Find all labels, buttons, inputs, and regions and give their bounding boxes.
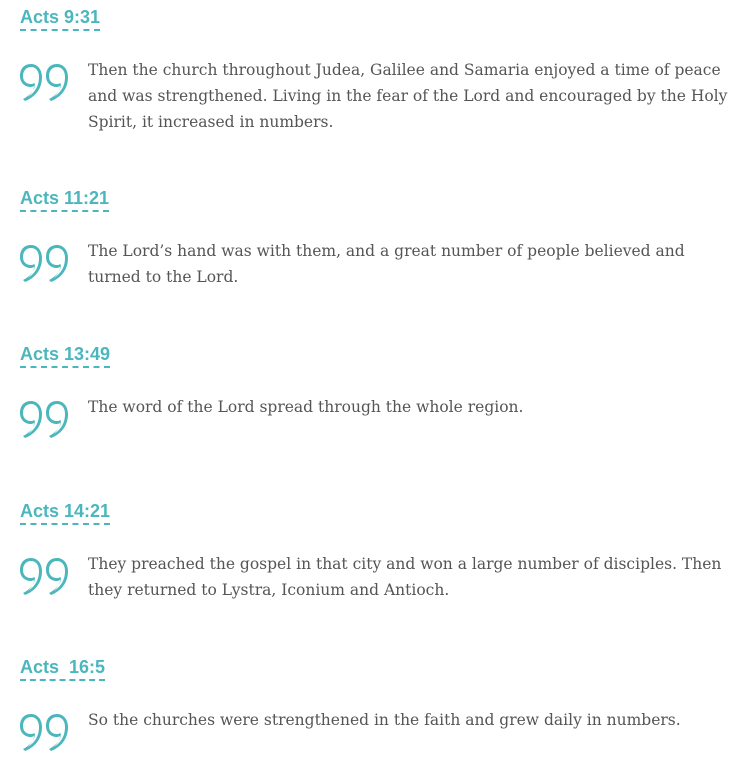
verse-reference-link[interactable]: Acts 13:49 bbox=[20, 343, 110, 368]
quote-icon bbox=[18, 556, 72, 596]
verse-reference-link[interactable]: Acts 11:21 bbox=[20, 187, 109, 212]
verse-reference-link[interactable]: Acts 16:5 bbox=[20, 656, 105, 681]
verse-text: The Lord’s hand was with them, and a great number of people believed and turned to the Lord. bbox=[88, 242, 685, 286]
verse-reference-link[interactable]: Acts 14:21 bbox=[20, 500, 110, 525]
quote-icon bbox=[18, 712, 72, 752]
verse-text: Then the church throughout Judea, Galilee and Samaria enjoyed a time of peace and was strengthened. Living in the fear of the Lord and encouraged by the Holy Spirit, it increased in numbers. bbox=[88, 61, 728, 131]
verse-text: They preached the gospel in that city and won a large number of disciples. Then they returned to Lystra, Iconium and Antioch. bbox=[88, 555, 722, 599]
verse-text: So the churches were strengthened in the faith and grew daily in numbers. bbox=[88, 711, 681, 729]
quote-icon bbox=[18, 243, 72, 283]
quote-icon bbox=[18, 399, 72, 439]
verse-text: The word of the Lord spread through the whole region. bbox=[88, 398, 524, 416]
verse-reference-link[interactable]: Acts 9:31 bbox=[20, 6, 100, 31]
quote-icon bbox=[18, 62, 72, 102]
